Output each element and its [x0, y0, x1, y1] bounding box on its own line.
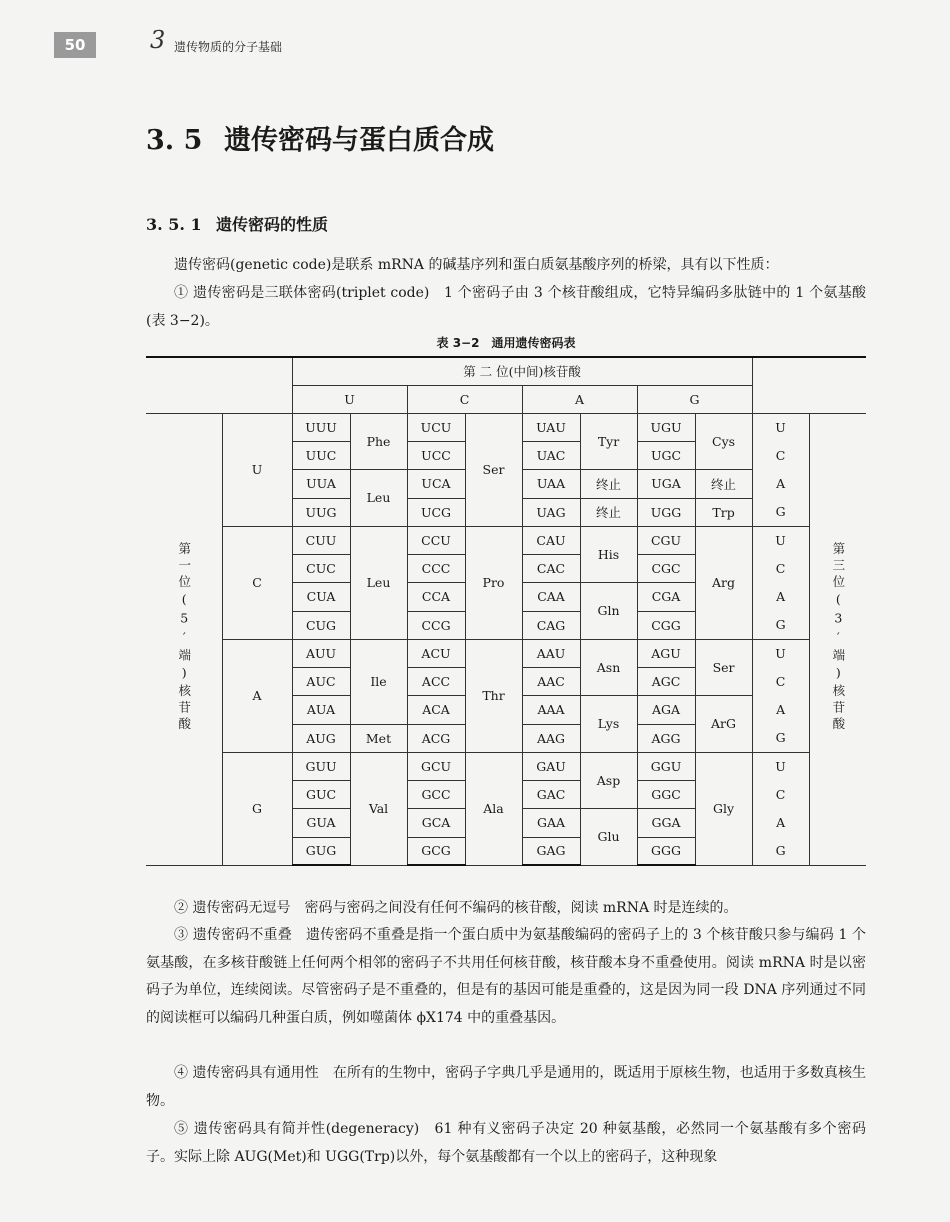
codon-cell: UUA [292, 469, 350, 498]
codon-cell: CCG [407, 611, 465, 639]
codon-cell: CAA [522, 582, 580, 611]
codon-cell: GCA [407, 808, 465, 837]
codon-cell: AAA [522, 695, 580, 724]
codon-cell: AGC [637, 667, 695, 695]
point-3: ③ 遗传密码不重叠 遗传密码不重叠是指一个蛋白质中为氨基酸编码的密码子上的 3 个核苷酸只参与编码 1 个氨基酸，在多核苷酸链上任何两个相邻的密码子不共用任何核苷酸，核苷酸本身不重叠使用。阅读 mRNA 时是以密码子为单位，连续阅读。尽管密码子是不重叠的，但是有的基因可能是重叠的，这是因为同一段 DNA 序列通过不同的阅读框可以编码几种蛋白质，例如噬菌体 ϕX174 中的重叠基因。 [146, 927, 866, 1026]
second-base-header: U [292, 385, 407, 413]
first-base: G [222, 752, 292, 865]
section-number: 3. 5 [146, 125, 203, 156]
amino-acid: Trp [695, 498, 752, 526]
second-base-header: C [407, 385, 522, 413]
section-heading [146, 118, 494, 157]
amino-acid: Ser [465, 413, 522, 526]
codon-cell: UAA [522, 469, 580, 498]
codon-cell: CCU [407, 526, 465, 554]
amino-acid: Asp [580, 752, 637, 808]
third-base-group: U C A G [752, 639, 809, 752]
codon-cell: CUA [292, 582, 350, 611]
amino-acid: Arg [695, 526, 752, 639]
codon-cell: ACG [407, 724, 465, 752]
amino-acid: Thr [465, 639, 522, 752]
codon-cell: ACA [407, 695, 465, 724]
amino-acid: Ala [465, 752, 522, 865]
amino-acid: ArG [695, 695, 752, 752]
codon-cell: AGG [637, 724, 695, 752]
amino-acid: Leu [350, 469, 407, 526]
codon-cell: CUG [292, 611, 350, 639]
codon-cell: GUG [292, 837, 350, 865]
codon-cell: UUC [292, 441, 350, 469]
amino-acid: Asn [580, 639, 637, 695]
second-position-header: 第 二 位(中间)核苷酸 [292, 357, 752, 385]
third-position-label: 第三位(3′端)核苷酸 [809, 413, 866, 865]
amino-acid: His [580, 526, 637, 582]
amino-acid: Val [350, 752, 407, 865]
amino-acid: 终止 [695, 469, 752, 498]
amino-acid: Ser [695, 639, 752, 695]
codon-cell: GAG [522, 837, 580, 865]
codon-cell: AAG [522, 724, 580, 752]
first-base: A [222, 639, 292, 752]
codon-cell: UGU [637, 413, 695, 441]
codon-cell: UCC [407, 441, 465, 469]
codon-cell: GCC [407, 780, 465, 808]
third-base-group: U C A G [752, 752, 809, 865]
codon-cell: CGC [637, 554, 695, 582]
subsection-title: 遗传密码的性质 [216, 215, 329, 234]
codon-cell: CAC [522, 554, 580, 582]
amino-acid: Lys [580, 695, 637, 752]
codon-cell: GUA [292, 808, 350, 837]
codon-cell: GAC [522, 780, 580, 808]
first-base: C [222, 526, 292, 639]
codon-cell: GCG [407, 837, 465, 865]
amino-acid: 终止 [580, 498, 637, 526]
codon-cell: UAG [522, 498, 580, 526]
codon-cell: GGC [637, 780, 695, 808]
codon-cell: UAC [522, 441, 580, 469]
codon-cell: CCC [407, 554, 465, 582]
table-corner [146, 357, 292, 413]
codon-cell: ACC [407, 667, 465, 695]
codon-cell: GAU [522, 752, 580, 780]
amino-acid: Gln [580, 582, 637, 639]
intro-paragraph: 遗传密码(genetic code)是联系 mRNA 的碱基序列和蛋白质氨基酸序列的桥梁，具有以下性质： [174, 257, 779, 273]
first-position-label: 第一位(5′端)核苷酸 [146, 413, 222, 865]
codon-cell: GGG [637, 837, 695, 865]
point-1: ① 遗传密码是三联体密码(triplet code) 1 个密码子由 3 个核苷酸组成，它特异编码多肽链中的 1 个氨基酸(表 3−2)。 [146, 285, 866, 329]
codon-cell: UCA [407, 469, 465, 498]
codon-cell: CGG [637, 611, 695, 639]
amino-acid: Glu [580, 808, 637, 865]
codon-cell: GUU [292, 752, 350, 780]
codon-cell: CUU [292, 526, 350, 554]
first-base: U [222, 413, 292, 526]
codon-cell: UCG [407, 498, 465, 526]
amino-acid: Ile [350, 639, 407, 724]
codon-cell: GAA [522, 808, 580, 837]
third-base-group: U C A G [752, 526, 809, 639]
chapter-number: 3 [150, 26, 166, 54]
codon-cell: CGA [637, 582, 695, 611]
subsection-heading [146, 212, 328, 235]
codon-cell: GUC [292, 780, 350, 808]
third-base-group: U C A G [752, 413, 809, 526]
amino-acid: Met [350, 724, 407, 752]
second-base-header: G [637, 385, 752, 413]
codon-table [146, 356, 866, 866]
codon-cell: UCU [407, 413, 465, 441]
codon-cell: AUA [292, 695, 350, 724]
codon-cell: GGU [637, 752, 695, 780]
amino-acid: Phe [350, 413, 407, 469]
amino-acid: Leu [350, 526, 407, 639]
codon-cell: AAU [522, 639, 580, 667]
codon-cell: AGA [637, 695, 695, 724]
subsection-number: 3. 5. 1 [146, 215, 202, 234]
codon-cell: CAG [522, 611, 580, 639]
codon-cell: AUU [292, 639, 350, 667]
codon-cell: AUC [292, 667, 350, 695]
second-base-header: A [522, 385, 637, 413]
amino-acid: Gly [695, 752, 752, 865]
codon-cell: UGG [637, 498, 695, 526]
codon-cell: GGA [637, 808, 695, 837]
codon-cell: AUG [292, 724, 350, 752]
codon-cell: UAU [522, 413, 580, 441]
point-2: ② 遗传密码无逗号 密码与密码之间没有任何不编码的核苷酸，阅读 mRNA 时是连续的。 [174, 900, 738, 916]
codon-cell: CUC [292, 554, 350, 582]
codon-cell: UGA [637, 469, 695, 498]
codon-cell: CAU [522, 526, 580, 554]
amino-acid: Cys [695, 413, 752, 469]
codon-cell: CGU [637, 526, 695, 554]
section-title: 遗传密码与蛋白质合成 [224, 125, 494, 156]
point-4: ④ 遗传密码具有通用性 在所有的生物中，密码子字典几乎是通用的，既适用于原核生物，也适用于多数真核生物。 [146, 1065, 866, 1109]
amino-acid: Tyr [580, 413, 637, 469]
codon-cell: CCA [407, 582, 465, 611]
codon-cell: AAC [522, 667, 580, 695]
amino-acid: 终止 [580, 469, 637, 498]
amino-acid: Pro [465, 526, 522, 639]
table-caption: 表 3−2 通用遗传密码表 [436, 336, 576, 350]
page-number: 50 [54, 32, 96, 58]
codon-cell: GCU [407, 752, 465, 780]
codon-cell: ACU [407, 639, 465, 667]
point-5: ⑤ 遗传密码具有简并性(degeneracy) 61 种有义密码子决定 20 种氨基酸，必然同一个氨基酸有多个密码子。实际上除 AUG(Met)和 UGG(Trp)以外，每个氨基酸都有一个以上的密码子，这种现象 [146, 1121, 866, 1165]
chapter-title: 遗传物质的分子基础 [174, 40, 283, 54]
table-corner-right [752, 357, 866, 413]
codon-cell: UUG [292, 498, 350, 526]
codon-cell: AGU [637, 639, 695, 667]
codon-cell: UUU [292, 413, 350, 441]
codon-cell: UGC [637, 441, 695, 469]
